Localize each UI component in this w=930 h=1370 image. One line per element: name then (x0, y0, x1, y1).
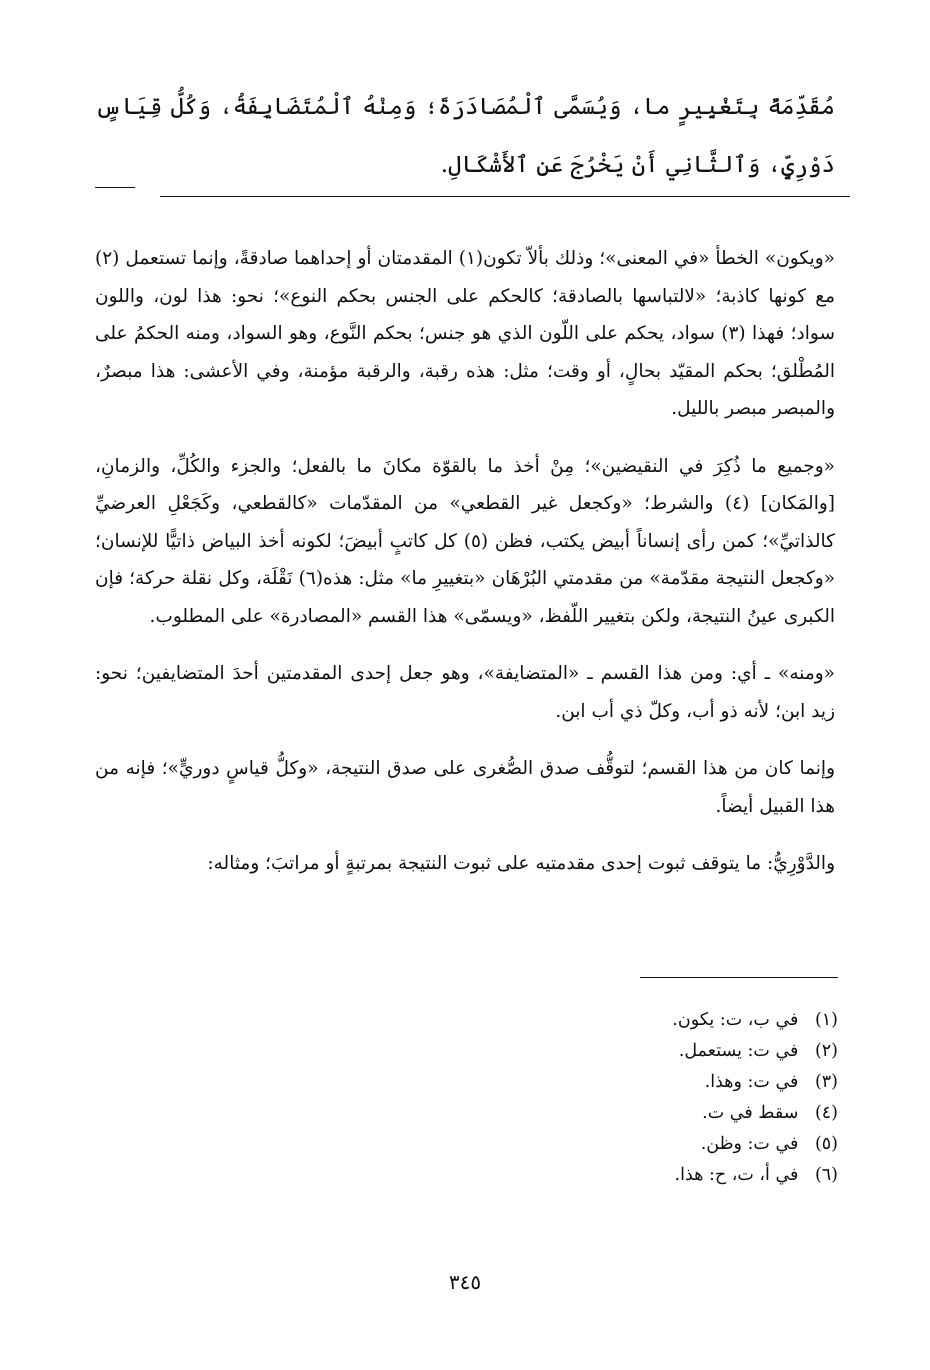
footnote-number: (٦) (814, 1165, 838, 1185)
footnote-number: (٤) (814, 1103, 838, 1123)
commentary-paragraph-3: «ومنه» ـ أي: ومن هذا القسم ـ «المتضايفة»، وهو جعل إحدى المقدمتين أحدَ المتضايفين؛ نحو: زيد ابن؛ لأنه ذو أب، وكلّ ذي أب ابن. (95, 663, 835, 722)
footnote-item (538, 1005, 838, 1036)
footnote-text: في ت: وظن. (700, 1134, 799, 1154)
matn-text: مُقَدِّمَةً بِتَغْيِيرٍ ما، وَيُسَمَّى ٱلْمُصَادَرَةَ؛ وَمِنْهُ ٱلْمُتَضَايِفَةُ، وَكُلُّ قِيَاسٍ دَوْرِيٍّ، وَٱلثَّانِي أَنْ يَخْرُجَ عَنِ ٱلأَشْكَالِ. (95, 94, 835, 178)
commentary (95, 240, 835, 903)
footnote-divider (640, 977, 838, 978)
commentary-paragraph-1: «ويكون» الخطأ «في المعنى»؛ وذلك بألاّ تكون(١) المقدمتان أو إحداهما صادقةً، وإنما تستعمل (٢) مع كونها كاذبة؛ «لالتباسها بالصادقة؛ كالحكم على الجنس بحكم النوع»؛ نحو: هذا لون، واللون سواد؛ فهذا (٣) سواد، يحكم على اللّون الذي هو جنس؛ بحكم النَّوع، وهو السواد، ومنه الحكمُ على المُطْلق؛ بحكم المقيّد بحالٍ، أو وقت؛ مثل: هذه رقبة، والرقبة مؤمنة، وفي الأعشى: هذا مبصرٌ، والمبصر مبصر بالليل. (95, 248, 835, 419)
footnote-text: في أ، ت، ح: هذا. (674, 1165, 799, 1185)
footnote-text: سقط في ت. (702, 1103, 799, 1123)
footnote-text: في ب، ت: يكون. (672, 1010, 799, 1030)
footnote-text: في ت: وهذا. (704, 1072, 799, 1092)
commentary-paragraph-5: والدَّوْرِيُّ: ما يتوقف ثبوت إحدى مقدمتيه على ثبوت النتيجة بمرتبةٍ أو مراتبَ؛ ومثاله: (207, 853, 835, 874)
commentary-paragraph-4: وإنما كان من هذا القسم؛ لتوقُّف صدق الصُّغرى على صدق النتيجة، «وكلُّ قياسٍ دوريٍّ»؛ فإنه من هذا القبيل أيضاً. (95, 758, 835, 817)
footnote-item (538, 1160, 838, 1191)
footnote-item (538, 1098, 838, 1129)
commentary-paragraph-2: «وجميع ما ذُكِرَ في النقيضين»؛ مِنْ أخذ ما بالقوّة مكانَ ما بالفعل؛ والجزء والكُلِّ، والزمانِ، [والمَكان] (٤) والشرط؛ «وكجعل غير القطعي» من المقدّمات «كالقطعي، وكَجَعْلِ العرضيِّ كالذاتيِّ»؛ كمن رأى إنساناً أبيض يكتب، فظن (٥) كل كاتبٍ أبيضَ؛ لكونه أخذ البياض ذاتيًّا للإنسان؛ «وكجعل النتيجة مقدّمة» من مقدمتي البُرْهَان «بتغييرِ ما» مثل: هذه(٦) نَقْلَة، وكل نقلة حركة؛ فإن الكبرى عينُ النتيجة، ولكن بتغيير اللّفظ، «ويسمّى» هذا القسم «المصادرة» على المطلوب. (95, 455, 836, 627)
footnote-item (538, 1129, 838, 1160)
page-number: ٣٤٥ (448, 1270, 482, 1294)
matn-divider-short (95, 187, 135, 188)
footnote-number: (٢) (814, 1041, 838, 1061)
footnote-number: (١) (814, 1010, 838, 1030)
footnotes (538, 1005, 838, 1191)
footnote-number: (٣) (814, 1072, 838, 1092)
footnote-item (538, 1036, 838, 1067)
matn-divider (160, 196, 850, 197)
footnote-item (538, 1067, 838, 1098)
footnote-number: (٥) (814, 1134, 838, 1154)
footnote-text: في ت: يستعمل. (678, 1041, 799, 1061)
